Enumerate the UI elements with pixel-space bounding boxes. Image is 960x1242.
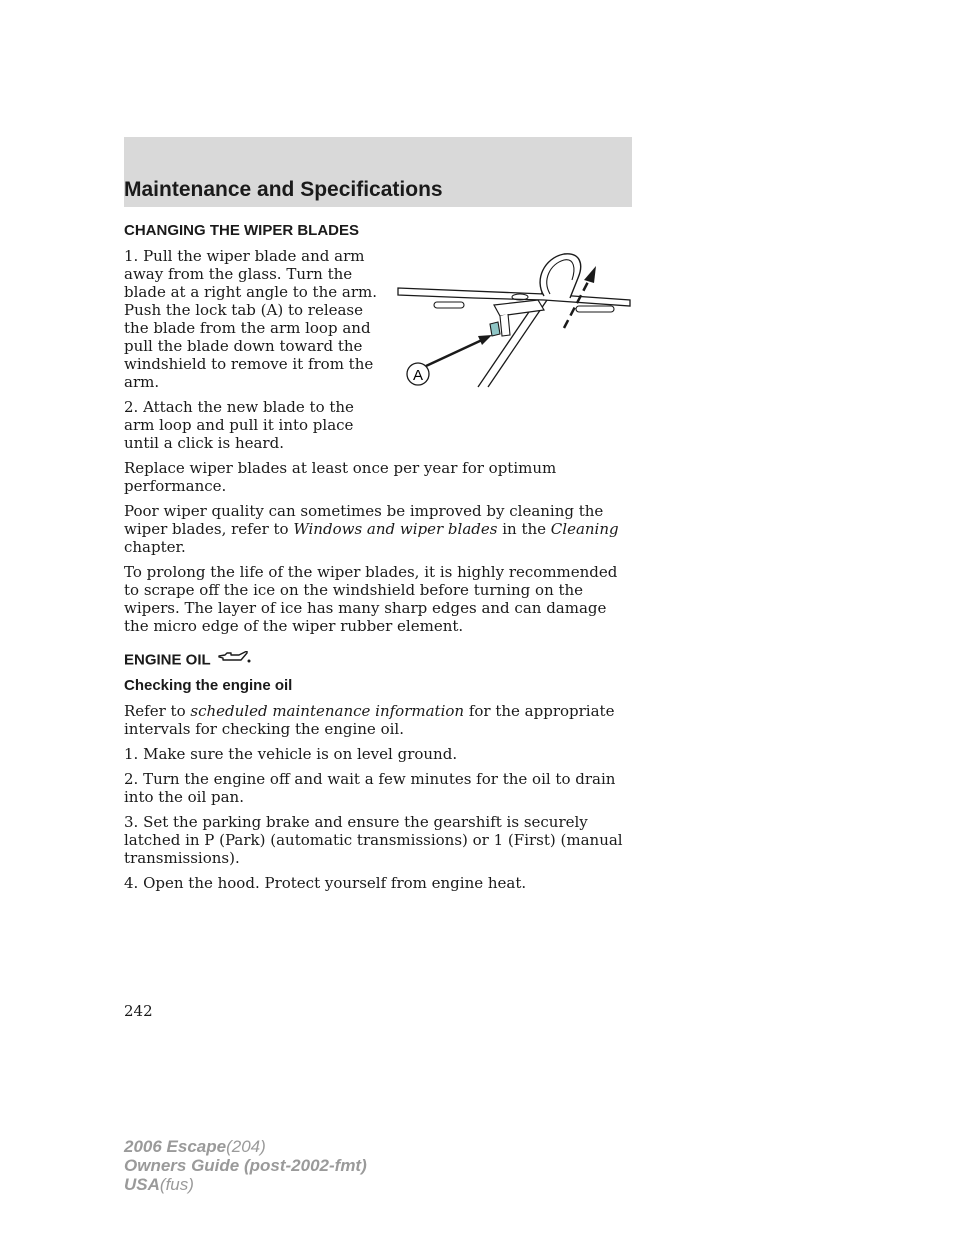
section-title: Maintenance and Specifications [124,178,443,201]
page-number: 242 [124,1002,153,1020]
quality-paragraph: Poor wiper quality can sometimes be improved by cleaning the wiper blades, refer to Windows and wiper blades in the Cleaning chapter. [124,502,619,556]
checking-oil-subheading: Checking the engine oil [124,677,293,694]
footer [124,1137,367,1194]
oil-can-icon [217,651,251,670]
oil-step-1: 1. Make sure the vehicle is on level ground. [124,745,458,763]
wiper-heading: CHANGING THE WIPER BLADES [124,222,360,239]
footer-market: USA [124,1175,160,1194]
refer-paragraph: Refer to scheduled maintenance information for the appropriate intervals for checking the engine oil. [124,702,615,738]
windows-wiper-reference: Windows and wiper blades [293,520,498,538]
oil-step-3: 3. Set the parking brake and ensure the gearshift is securely latched in P (Park) (automatic transmissions) or 1 (First) (manual transmissions). [124,813,623,867]
footer-model-code: (204) [226,1137,266,1156]
replace-paragraph: Replace wiper blades at least once per year for optimum performance. [124,459,557,495]
scheduled-maintenance-reference: scheduled maintenance information [190,702,465,720]
callout-label-a: A [412,367,424,384]
cleaning-chapter-reference: Cleaning [550,520,619,538]
footer-market-code: (fus) [159,1175,194,1194]
oil-step-4: 4. Open the hood. Protect yourself from engine heat. [124,874,527,892]
footer-guide: Owners Guide (post-2002-fmt) [124,1156,367,1175]
wiper-blade-illustration [394,250,639,395]
engine-oil-heading: ENGINE OIL [124,651,634,670]
wiper-step-2: 2. Attach the new blade to the arm loop and pull it into place until a click is heard. [124,398,354,452]
prolong-paragraph: To prolong the life of the wiper blades, it is highly recommended to scrape off the ice on the windshield before turning on the wipers. The layer of ice has many sharp edges and can damage the micro edge of the wiper rubber element. [124,563,618,635]
wiper-step-1: 1. Pull the wiper blade and arm away from the glass. Turn the blade at a right angle to the arm. Push the lock tab (A) to release the blade from the arm loop and pull the blade down toward the windshield to remove it from the arm. [124,247,377,391]
footer-model: 2006 Escape [124,1137,227,1156]
oil-step-2: 2. Turn the engine off and wait a few minutes for the oil to drain into the oil pan. [124,770,616,806]
